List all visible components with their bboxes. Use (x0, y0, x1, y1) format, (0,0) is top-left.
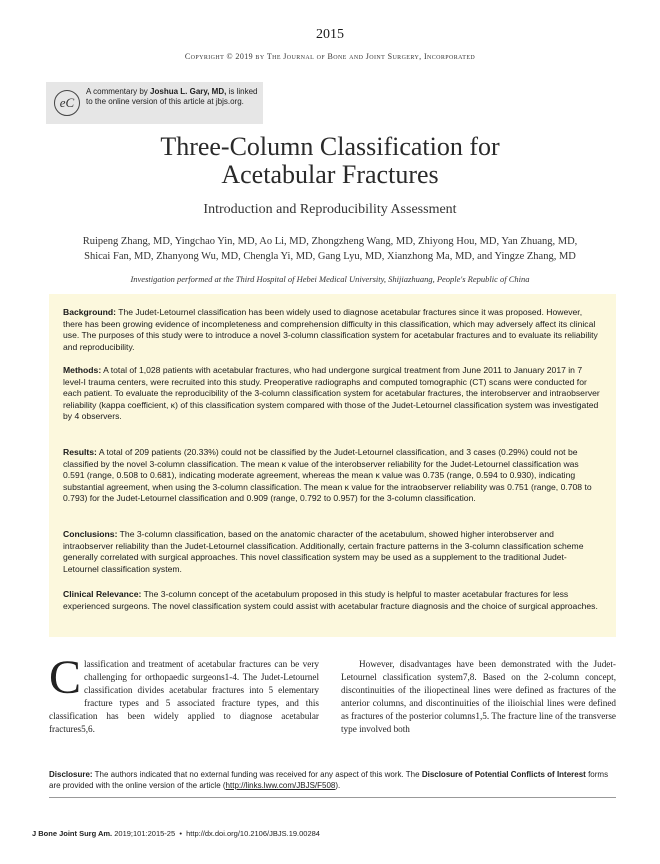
footer-citation (32, 829, 320, 838)
footer-citation-text: 2019;101:2015-25 (112, 829, 176, 838)
article-subtitle: Introduction and Reproducibility Assessment (203, 202, 457, 217)
abstract-background (63, 307, 601, 353)
abstract-conclusions (63, 529, 601, 575)
disclosure (49, 770, 616, 791)
drop-cap: C (49, 651, 82, 704)
body-column-right (341, 658, 616, 735)
footer-doi-link[interactable]: http://dx.doi.org/10.2106/JBJS.19.00284 (186, 829, 320, 838)
relevance-label: Clinical Relevance: (63, 589, 142, 599)
commentary-box[interactable] (46, 82, 263, 124)
article-title (0, 133, 660, 189)
footer-divider (49, 797, 616, 798)
disclosure-text-3: ). (335, 780, 341, 790)
ecommentary-logo-icon: eC (54, 90, 80, 116)
methods-text: A total of 1,028 patients with acetabular fractures, who had undergone surgical treatment from June 2011 to January 2017 in 7 level-I trauma centers, were recruited into this study. Preoperative radiographs and computed tomographic (CT) scans were conducted for each patient. To evaluate the reproducibility of the 3-column classification system for acetabular fractures, the interobserver and intraobserver reliability (kappa coefficient, κ) of this classification system compared with those of the Judet-Letournel classification system was investigated by 4 observers. (63, 365, 600, 422)
results-text: A total of 209 patients (20.33%) could not be classified by the Judet-Letournel classification, and 3 cases (0.29%) could not be classified by the novel 3-column classification. The mean κ value of the interobserver reliability for the Judet-Letournel classification was 0.591 (range, 0.508 to 0.681), indicating moderate agreement, whereas the mean κ value was 0.735 (range, 0.594 to 0.930), indicating substantial agreement, when using the 3-column classification. The mean κ value for the intraobserver reliability was 0.751 (range, 0.708 to 0.793) for the Judet-Letournel classification and 0.909 (range, 0.792 to 0.957) for the 3-column classification. (63, 447, 592, 504)
institution-line: Investigation performed at the Third Hospital of Hebei Medical University, Shijiazhuang, People's Republic of China (130, 274, 530, 284)
results-label: Results: (63, 447, 97, 457)
body-column-left (49, 651, 319, 735)
disclosure-coi-label: Disclosure of Potential Conflicts of Interest (421, 770, 586, 779)
author-list-line1: Ruipeng Zhang, MD, Yingchao Yin, MD, Ao Li, MD, Zhongzheng Wang, MD, Zhiyong Hou, MD, Yan Zhuang, MD, (82, 236, 578, 247)
disclosure-link[interactable]: http://links.lww.com/JBJS/F508 (225, 780, 336, 790)
abstract-methods (63, 365, 601, 423)
abstract-box (49, 294, 616, 637)
abstract-results (63, 447, 601, 505)
abstract-clinical-relevance (63, 589, 601, 612)
disclosure-text: The authors indicated that no external funding was received for any aspect of this work. The (92, 770, 422, 779)
conclusions-label: Conclusions: (63, 529, 118, 539)
background-text: The Judet-Letournel classification has been widely used to diagnose acetabular fractures since it was proposed. However, there has been growing evidence of incompleteness and comprehension difficulty in this classification, which may adversely affect its clinical use. The purposes of this study were to introduce a novel 3-column classification system for acetabular fractures and to evaluate its reliability and reproducibility. (63, 307, 598, 352)
author-list-line2: Shicai Fan, MD, Zhanyong Wu, MD, Chengla Yi, MD, Gang Lyu, MD, Xianzhong Ma, MD, and Yingze Zhang, MD (84, 251, 576, 262)
article-title-line2: Acetabular Fractures (221, 160, 439, 189)
footer-bullet: • (179, 829, 182, 838)
disclosure-text-2: forms are provided with the online version of the article ( (49, 770, 609, 790)
body-right-text: However, disadvantages have been demonstrated with the Judet-Letournel classification system7,8. Based on the 2-column concept, discontinuities of the iliopectineal lines were defined as fractures of the anterior columns, and discontinuities of the ilioischial lines were defined as fractures of the posterior columns1,5. The fracture line of the transverse type involved both (341, 659, 616, 734)
commentary-prefix: A commentary by (86, 87, 151, 96)
methods-label: Methods: (63, 365, 102, 375)
copyright-line: Copyright © 2019 by The Journal of Bone and Joint Surgery, Incorporated (184, 52, 476, 61)
background-label: Background: (63, 307, 116, 317)
relevance-text: The 3-column concept of the acetabulum proposed in this study is helpful to master acetabular fractures for less experienced surgeons. The novel classification system could assist with acetabular fracture diagnosis and the choice of surgical approaches. (63, 589, 598, 611)
commentary-suffix: is linked to the online version of this article at jbjs.org. (86, 87, 258, 107)
footer-journal: J Bone Joint Surg Am. (32, 829, 113, 838)
article-title-line1: Three-Column Classification for (160, 132, 500, 161)
author-list (70, 234, 590, 264)
body-left-text: lassification and treatment of acetabular fractures can be very challenging for orthopaedic surgeons1-4. The Judet-Letournel classification divides acetabular fractures into 5 elementary fracture types and 5 associated fracture types, and this classification has been widely applied to diagnose acetabular fractures5,6. (49, 659, 319, 734)
page-number: 2015 (316, 27, 344, 42)
conclusions-text: The 3-column classification, based on the anatomic character of the acetabulum, showed higher interobserver and intraobserver reliability than the Judet-Letournel classification. Additionally, certain fracture patterns in the 3-column classification scheme generally correlated with surgical approaches. This novel classification system may be used as a supplement to the traditional Judet-Letournel classification system. (63, 529, 584, 574)
commentary-author: Joshua L. Gary, MD, (150, 87, 227, 96)
commentary-text (86, 87, 258, 108)
disclosure-label: Disclosure: (49, 770, 93, 779)
